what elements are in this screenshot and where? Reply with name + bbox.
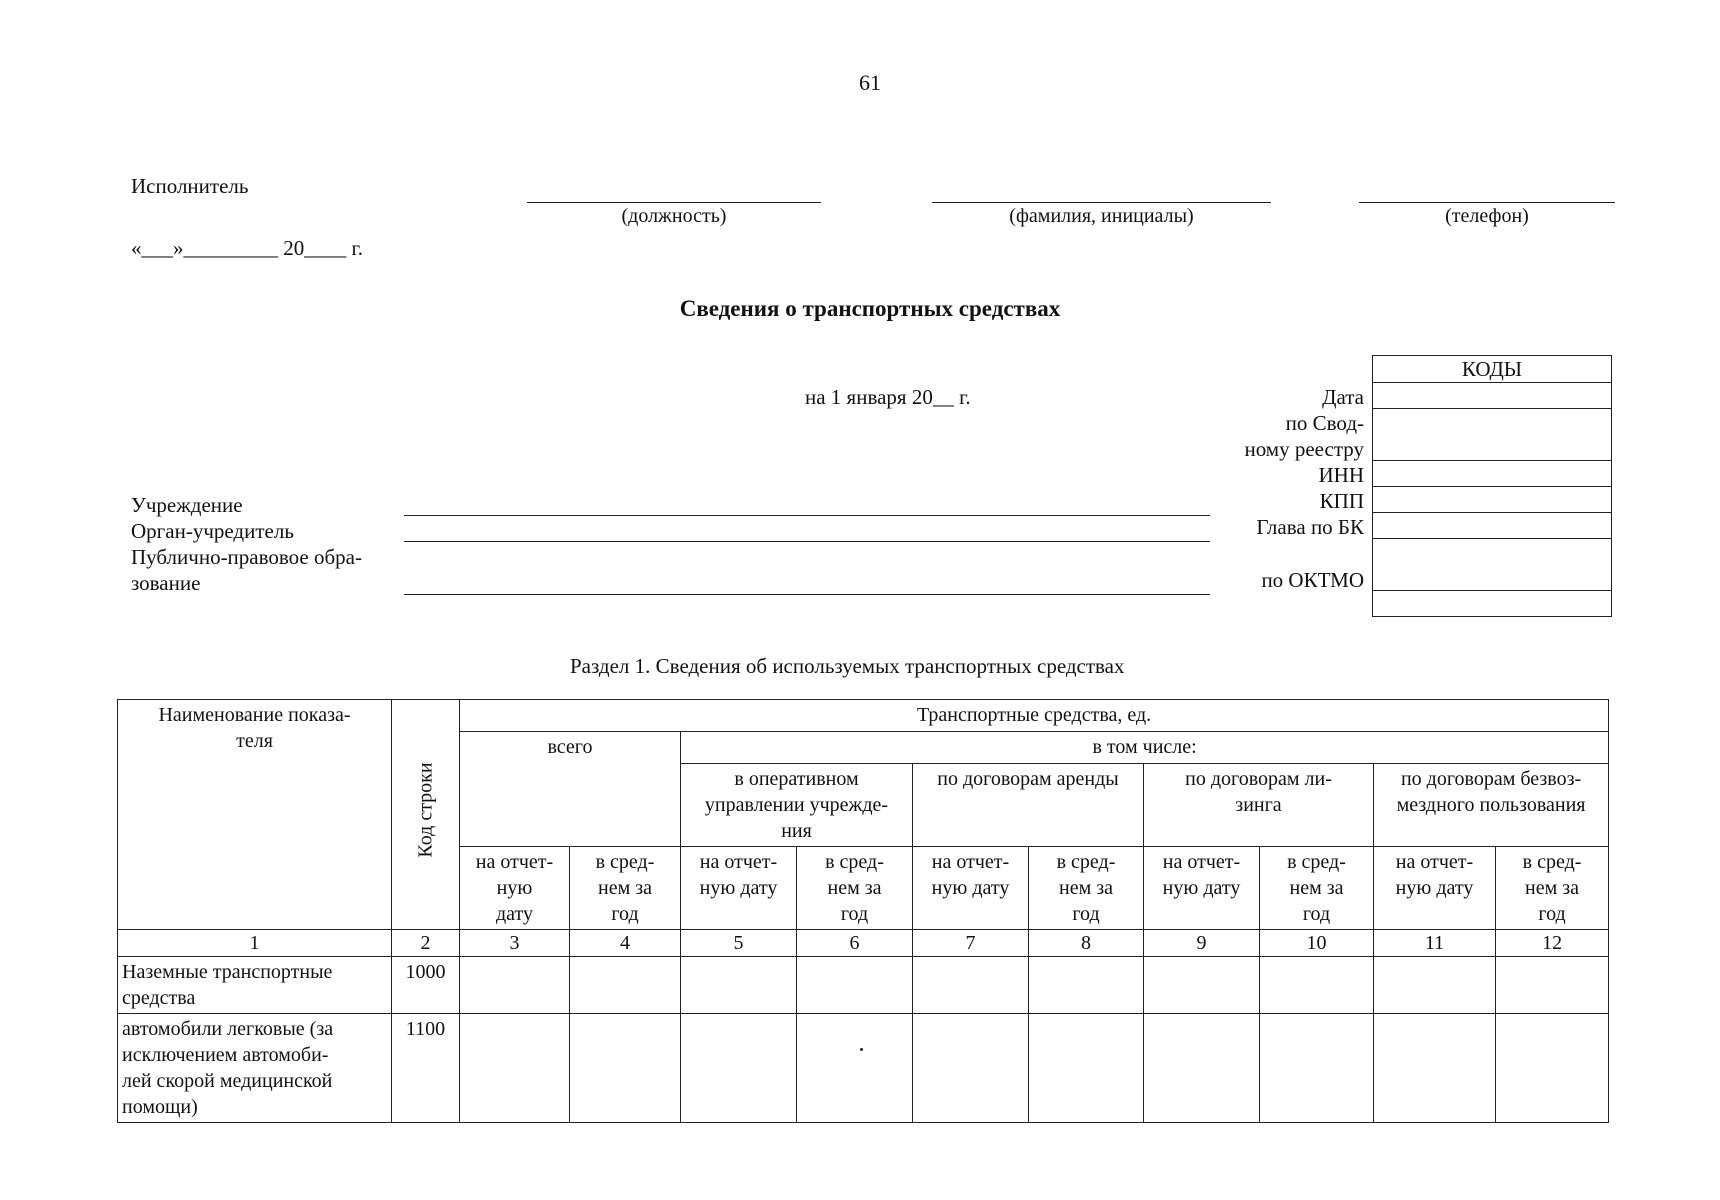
data-cell[interactable] (1374, 1014, 1496, 1123)
table-row (118, 1014, 1609, 1123)
date-code-cell[interactable] (1373, 383, 1612, 409)
row-name: автомобили легковые (за исключением автомоби- лей скорой медицинской помощи) (118, 1014, 392, 1123)
data-cell[interactable] (1374, 957, 1496, 1014)
registry-code-label-2: ному реестру (1244, 437, 1364, 461)
data-cell[interactable] (460, 1014, 570, 1123)
inn-code-label: ИНН (1318, 463, 1364, 487)
stray-dot-mark (860, 1048, 863, 1051)
including-header: в том числе: (681, 732, 1609, 764)
phone-caption: (телефон) (1445, 205, 1529, 227)
founder-label: Орган-учредитель (131, 519, 294, 543)
sub-header-11: на отчет- ную дату (1374, 847, 1496, 930)
sub-header-4: в сред- нем за год (570, 847, 681, 930)
sub-header-9: на отчет- ную дату (1144, 847, 1260, 930)
oktmo-code-label: по ОКТМО (1261, 568, 1364, 592)
phone-line[interactable] (1359, 202, 1615, 203)
codes-table (1372, 355, 1612, 617)
vehicles-header: Транспортные средства, ед. (460, 700, 1609, 732)
name-caption: (фамилия, инициалы) (1009, 205, 1194, 227)
row-code: 1000 (392, 957, 460, 1014)
data-cell[interactable] (1029, 1014, 1144, 1123)
data-cell[interactable] (913, 1014, 1029, 1123)
column-number: 4 (570, 930, 681, 957)
data-cell[interactable] (1029, 957, 1144, 1014)
vehicles-table (117, 699, 1609, 1123)
data-cell[interactable] (1144, 957, 1260, 1014)
glava-code-label: Глава по БК (1256, 515, 1364, 539)
position-caption: (должность) (621, 205, 727, 227)
column-number: 1 (118, 930, 392, 957)
column-number: 3 (460, 930, 570, 957)
data-cell[interactable] (1260, 957, 1374, 1014)
sub-header-12: в сред- нем за год (1496, 847, 1609, 930)
data-cell[interactable] (681, 1014, 797, 1123)
sub-header-6: в сред- нем за год (797, 847, 913, 930)
group-lease-header: по договорам аренды (913, 764, 1144, 847)
group-leasing-header: по договорам ли- зинга (1144, 764, 1374, 847)
kpp-code-cell[interactable] (1373, 487, 1612, 513)
data-cell[interactable] (1496, 1014, 1609, 1123)
group-operational-header: в оперативном управлении учрежде- ния (681, 764, 913, 847)
column-number: 8 (1029, 930, 1144, 957)
row-code-header-text: Код строки (414, 762, 437, 858)
page-number: 61 (859, 70, 881, 95)
institution-label: Учреждение (131, 493, 243, 517)
column-number: 11 (1374, 930, 1496, 957)
data-cell[interactable] (570, 1014, 681, 1123)
row-code-header (392, 700, 460, 930)
data-cell[interactable] (913, 957, 1029, 1014)
column-number: 12 (1496, 930, 1609, 957)
sub-header-5: на отчет- ную дату (681, 847, 797, 930)
data-cell[interactable] (1144, 1014, 1260, 1123)
date-line: «___»_________ 20____ г. (131, 236, 363, 260)
data-cell[interactable] (681, 957, 797, 1014)
row-code: 1100 (392, 1014, 460, 1123)
glava-code-cell[interactable] (1373, 513, 1612, 539)
oktmo-code-cell[interactable] (1373, 539, 1612, 591)
data-cell[interactable] (797, 1014, 913, 1123)
row-name: Наземные транспортные средства (118, 957, 392, 1014)
column-number: 2 (392, 930, 460, 957)
inn-code-cell[interactable] (1373, 461, 1612, 487)
public-entity-line[interactable] (404, 594, 1210, 595)
column-number: 9 (1144, 930, 1260, 957)
section-title: Раздел 1. Сведения об используемых транспортных средствах (570, 654, 1125, 678)
group-free-use-header: по договорам безвоз- мездного пользования (1374, 764, 1609, 847)
sub-header-3: на отчет- ную дату (460, 847, 570, 930)
total-header: всего (460, 732, 681, 847)
column-number: 5 (681, 930, 797, 957)
column-number: 10 (1260, 930, 1374, 957)
public-entity-label-2: зование (131, 571, 201, 595)
date-code-label: Дата (1322, 385, 1364, 409)
document-title: Сведения о транспортных средствах (679, 296, 1061, 321)
public-entity-label-1: Публично-правовое обра- (131, 545, 362, 569)
as-of-date: на 1 января 20__ г. (805, 385, 971, 409)
table-row (118, 957, 1609, 1014)
data-cell[interactable] (797, 957, 913, 1014)
registry-code-cell[interactable] (1373, 409, 1612, 461)
data-cell[interactable] (1260, 1014, 1374, 1123)
institution-line[interactable] (404, 515, 1210, 516)
sub-header-8: в сред- нем за год (1029, 847, 1144, 930)
data-cell[interactable] (460, 957, 570, 1014)
data-cell[interactable] (1496, 957, 1609, 1014)
column-number: 6 (797, 930, 913, 957)
codes-header: КОДЫ (1373, 356, 1612, 383)
registry-code-label-1: по Свод- (1285, 411, 1364, 435)
sub-header-7: на отчет- ную дату (913, 847, 1029, 930)
data-cell[interactable] (570, 957, 681, 1014)
founder-line[interactable] (404, 541, 1210, 542)
kpp-code-label: КПП (1319, 489, 1364, 513)
executor-label: Исполнитель (131, 174, 249, 198)
sub-header-10: в сред- нем за год (1260, 847, 1374, 930)
column-number: 7 (913, 930, 1029, 957)
position-line[interactable] (527, 202, 821, 203)
name-line[interactable] (932, 202, 1271, 203)
indicator-name-header: Наименование показа- теля (118, 700, 392, 930)
extra-code-cell[interactable] (1373, 591, 1612, 617)
